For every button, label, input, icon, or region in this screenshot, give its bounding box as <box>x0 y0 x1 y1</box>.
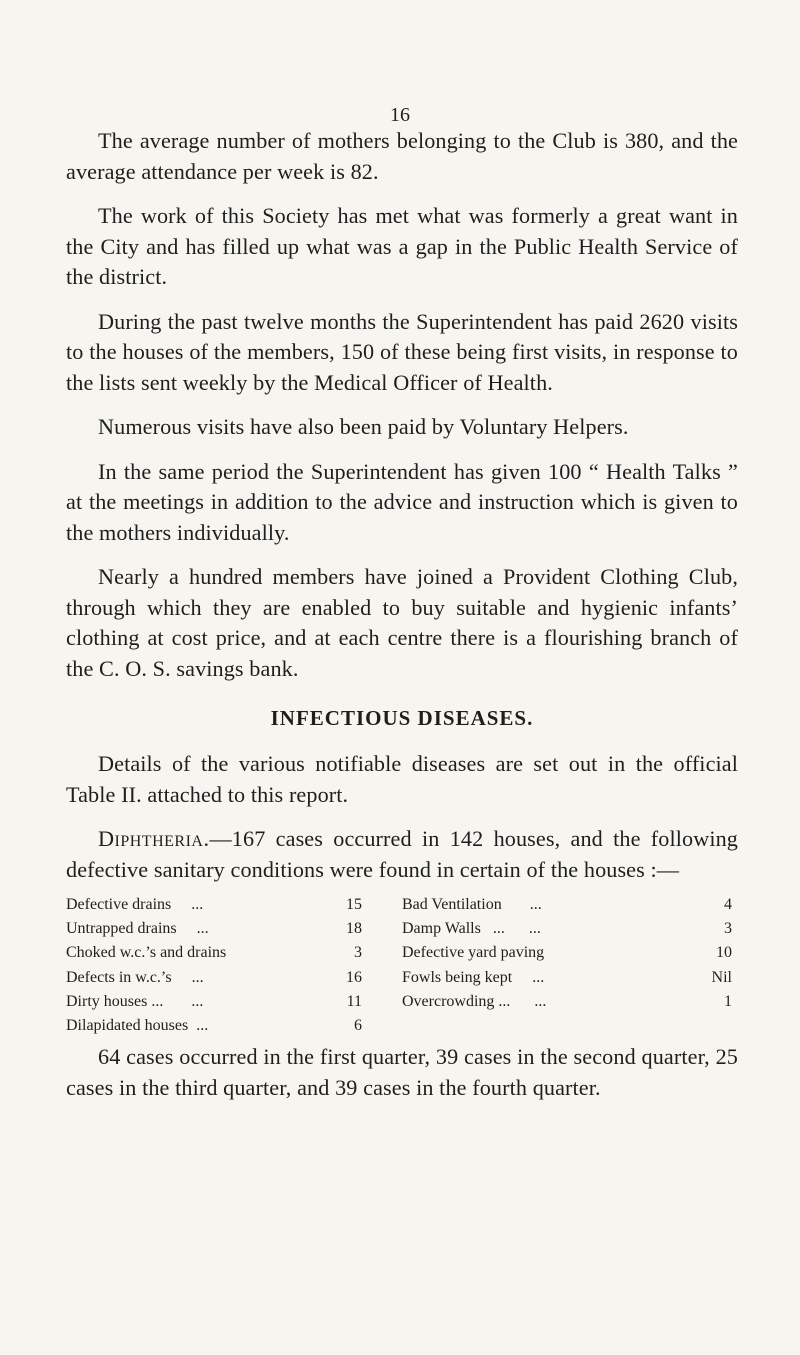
defect-label: Defective yard paving <box>402 944 545 962</box>
defect-value: 6 <box>354 1016 362 1034</box>
paragraph-club-attendance: The average number of mothers belonging to the Club is 380, and the average attendance per week is 82. <box>66 128 738 184</box>
paragraph-voluntary-helpers: Numerous visits have also been paid by Voluntary Helpers. <box>98 414 629 439</box>
defect-value: 10 <box>716 944 732 962</box>
defect-row <box>66 941 362 965</box>
defect-label: Untrapped drains ... <box>66 920 209 938</box>
defect-value: 11 <box>346 992 362 1010</box>
paragraph-diphtheria <box>66 824 738 885</box>
defect-value: 3 <box>724 920 732 938</box>
defects-right-column <box>402 893 732 1038</box>
defect-row <box>402 941 732 965</box>
defect-label: Defective drains ... <box>66 896 204 913</box>
paragraph-quarterly-cases: 64 cases occurred in the first quarter, 39 cases in the second quarter, 25 cases in the third quarter, and 39 cases in the fourth quarter. <box>66 1044 738 1100</box>
defect-value: 1 <box>724 992 732 1010</box>
defect-label: Choked w.c.’s and drains <box>66 944 227 962</box>
defects-table <box>66 893 738 1038</box>
defect-label: Damp Walls ... ... <box>402 920 541 938</box>
paragraph-health-talks: In the same period the Superintendent has given 100 “ Health Talks ” at the meetings in addition to the advice and instruction which is given to the mothers individually. <box>66 458 738 545</box>
paragraph-infectious-intro: Details of the various notifiable diseases are set out in the official Table II. attached to this report. <box>66 751 738 807</box>
defect-row <box>66 990 362 1014</box>
defect-value: 16 <box>346 968 362 986</box>
defect-label: Dilapidated houses ... <box>66 1016 209 1034</box>
defect-label: Overcrowding ... ... <box>402 992 547 1010</box>
paragraph-society-work: The work of this Society has met what was formerly a great want in the City and has filled up what was a gap in the Public Health Service of the district. <box>66 203 738 289</box>
paragraph-superintendent-visits: During the past twelve months the Superintendent has paid 2620 visits to the houses of the members, 150 of these being first visits, in response to the lists sent weekly by the Medical Officer of Health. <box>66 308 738 395</box>
diphtheria-text: —167 cases occurred in 142 houses, and the following defective sanitary conditions were found in certain of the houses :— <box>66 826 738 882</box>
defect-row <box>402 893 732 917</box>
defect-row <box>66 893 362 917</box>
defect-label: Defects in w.c.’s ... <box>66 968 204 986</box>
defects-left-column <box>66 893 362 1038</box>
defect-row <box>402 990 732 1014</box>
defect-value: 15 <box>346 896 362 913</box>
paragraph-provident-clothing: Nearly a hundred members have joined a Provident Clothing Club, through which they are enabled to buy suitable and hygienic infants’ clothing at cost price, and at each centre there is a flourishing branch of the C. O. S. savings bank. <box>66 564 738 681</box>
defect-row <box>402 966 732 990</box>
defect-row <box>66 1014 362 1038</box>
defect-row <box>66 966 362 990</box>
section-heading: INFECTIOUS DISEASES. <box>270 706 534 730</box>
page-number: 16 <box>390 104 410 126</box>
defect-label: Fowls being kept ... <box>402 968 545 986</box>
diphtheria-lead: Diphtheria. <box>98 826 210 851</box>
defect-value: 3 <box>354 944 362 962</box>
defect-label: Bad Ventilation ... <box>402 896 542 913</box>
defect-value: 4 <box>724 896 732 913</box>
defect-value: 18 <box>346 920 362 938</box>
body-text <box>66 126 738 1117</box>
defect-row <box>402 917 732 941</box>
defect-value: Nil <box>711 968 732 986</box>
defect-label: Dirty houses ... ... <box>66 992 204 1010</box>
defect-row <box>66 917 362 941</box>
